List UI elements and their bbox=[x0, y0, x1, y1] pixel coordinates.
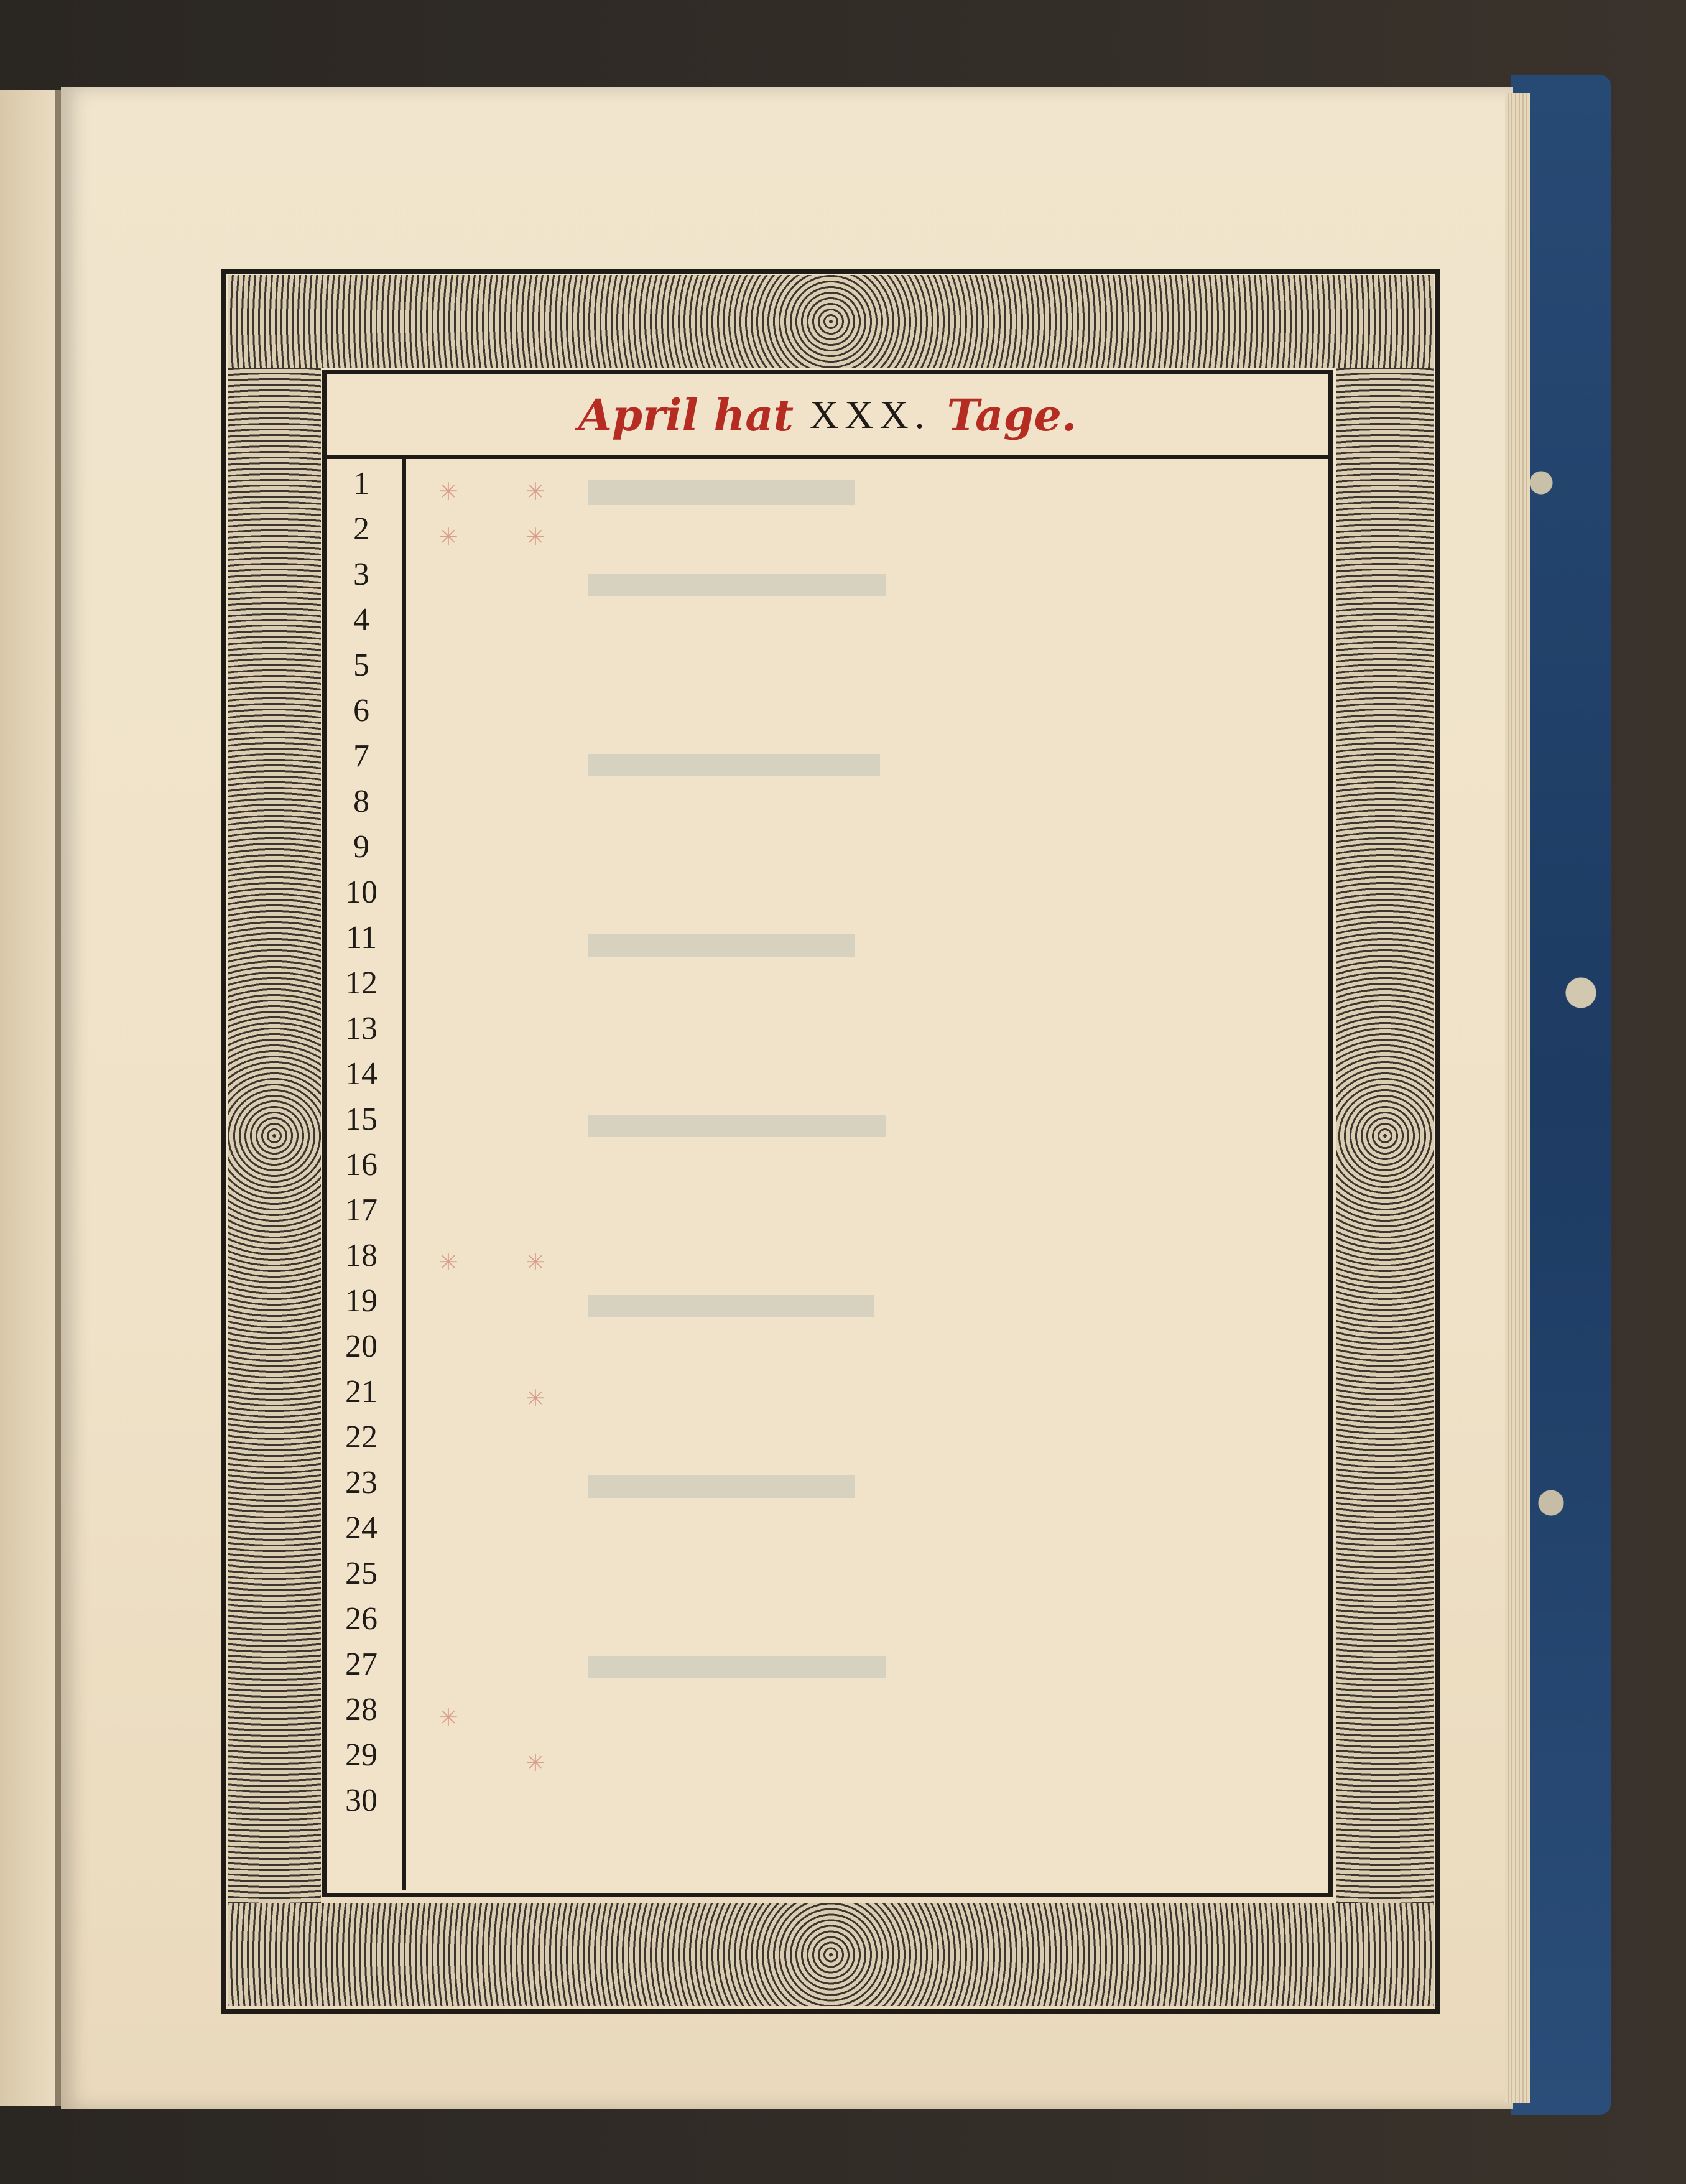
day-number: 8 bbox=[353, 784, 369, 819]
day-number: 28 bbox=[345, 1692, 377, 1727]
day-count-label: XXX. bbox=[810, 393, 931, 437]
day-number: 6 bbox=[353, 693, 369, 728]
show-through-mark: ✳ bbox=[438, 523, 458, 551]
day-number: 11 bbox=[345, 920, 377, 955]
day-number: 9 bbox=[353, 829, 369, 865]
show-through-line bbox=[588, 1115, 886, 1137]
day-number: 10 bbox=[345, 875, 377, 910]
day-number: 30 bbox=[345, 1783, 377, 1818]
calendar-panel bbox=[322, 370, 1333, 1897]
day-number: 25 bbox=[345, 1556, 377, 1591]
show-through-line bbox=[588, 1656, 886, 1678]
left-page-edge bbox=[0, 90, 58, 2106]
day-number: 29 bbox=[345, 1737, 377, 1773]
day-number: 13 bbox=[345, 1011, 377, 1046]
day-number: 24 bbox=[345, 1510, 377, 1546]
show-through-mark: ✳ bbox=[438, 1248, 458, 1276]
ornamental-border-top bbox=[228, 275, 1434, 368]
ornamental-border-right bbox=[1336, 368, 1434, 1903]
day-number-column bbox=[327, 459, 406, 1890]
day-number: 5 bbox=[353, 648, 369, 683]
month-heading bbox=[327, 374, 1328, 459]
day-number: 3 bbox=[353, 557, 369, 592]
day-number: 20 bbox=[345, 1329, 377, 1364]
ornamental-border-bottom bbox=[228, 1903, 1434, 2006]
show-through-mark: ✳ bbox=[438, 478, 458, 505]
day-number: 18 bbox=[345, 1238, 377, 1273]
day-number: 26 bbox=[345, 1601, 377, 1637]
page-edges bbox=[1505, 93, 1530, 2103]
show-through-mark: ✳ bbox=[526, 1749, 545, 1777]
day-number: 2 bbox=[353, 511, 369, 547]
show-through-line bbox=[588, 754, 880, 776]
month-label: April hat bbox=[578, 389, 794, 441]
show-through-mark: ✳ bbox=[526, 1248, 545, 1276]
day-number: 1 bbox=[353, 466, 369, 501]
book-gutter bbox=[55, 90, 61, 2106]
show-through-mark: ✳ bbox=[438, 1704, 458, 1731]
day-number: 7 bbox=[353, 738, 369, 774]
day-number: 27 bbox=[345, 1647, 377, 1682]
day-number: 15 bbox=[345, 1102, 377, 1137]
day-number: 14 bbox=[345, 1056, 377, 1092]
day-number: 23 bbox=[345, 1465, 377, 1500]
ornamental-border-left bbox=[228, 368, 321, 1903]
day-number: 19 bbox=[345, 1283, 377, 1319]
show-through-mark: ✳ bbox=[526, 478, 545, 505]
calendar-page bbox=[61, 87, 1513, 2109]
day-number: 12 bbox=[345, 965, 377, 1001]
day-number: 17 bbox=[345, 1192, 377, 1228]
day-number: 22 bbox=[345, 1420, 377, 1455]
show-through-line bbox=[588, 1475, 855, 1498]
show-through-line bbox=[588, 1295, 874, 1317]
show-through-line bbox=[588, 480, 855, 505]
show-through-line bbox=[588, 574, 886, 596]
day-number: 4 bbox=[353, 602, 369, 638]
day-number: 21 bbox=[345, 1374, 377, 1410]
day-number: 16 bbox=[345, 1147, 377, 1183]
show-through-mark: ✳ bbox=[526, 523, 545, 551]
show-through-mark: ✳ bbox=[526, 1385, 545, 1412]
days-label: Tage. bbox=[947, 389, 1077, 441]
show-through-line bbox=[588, 934, 855, 957]
